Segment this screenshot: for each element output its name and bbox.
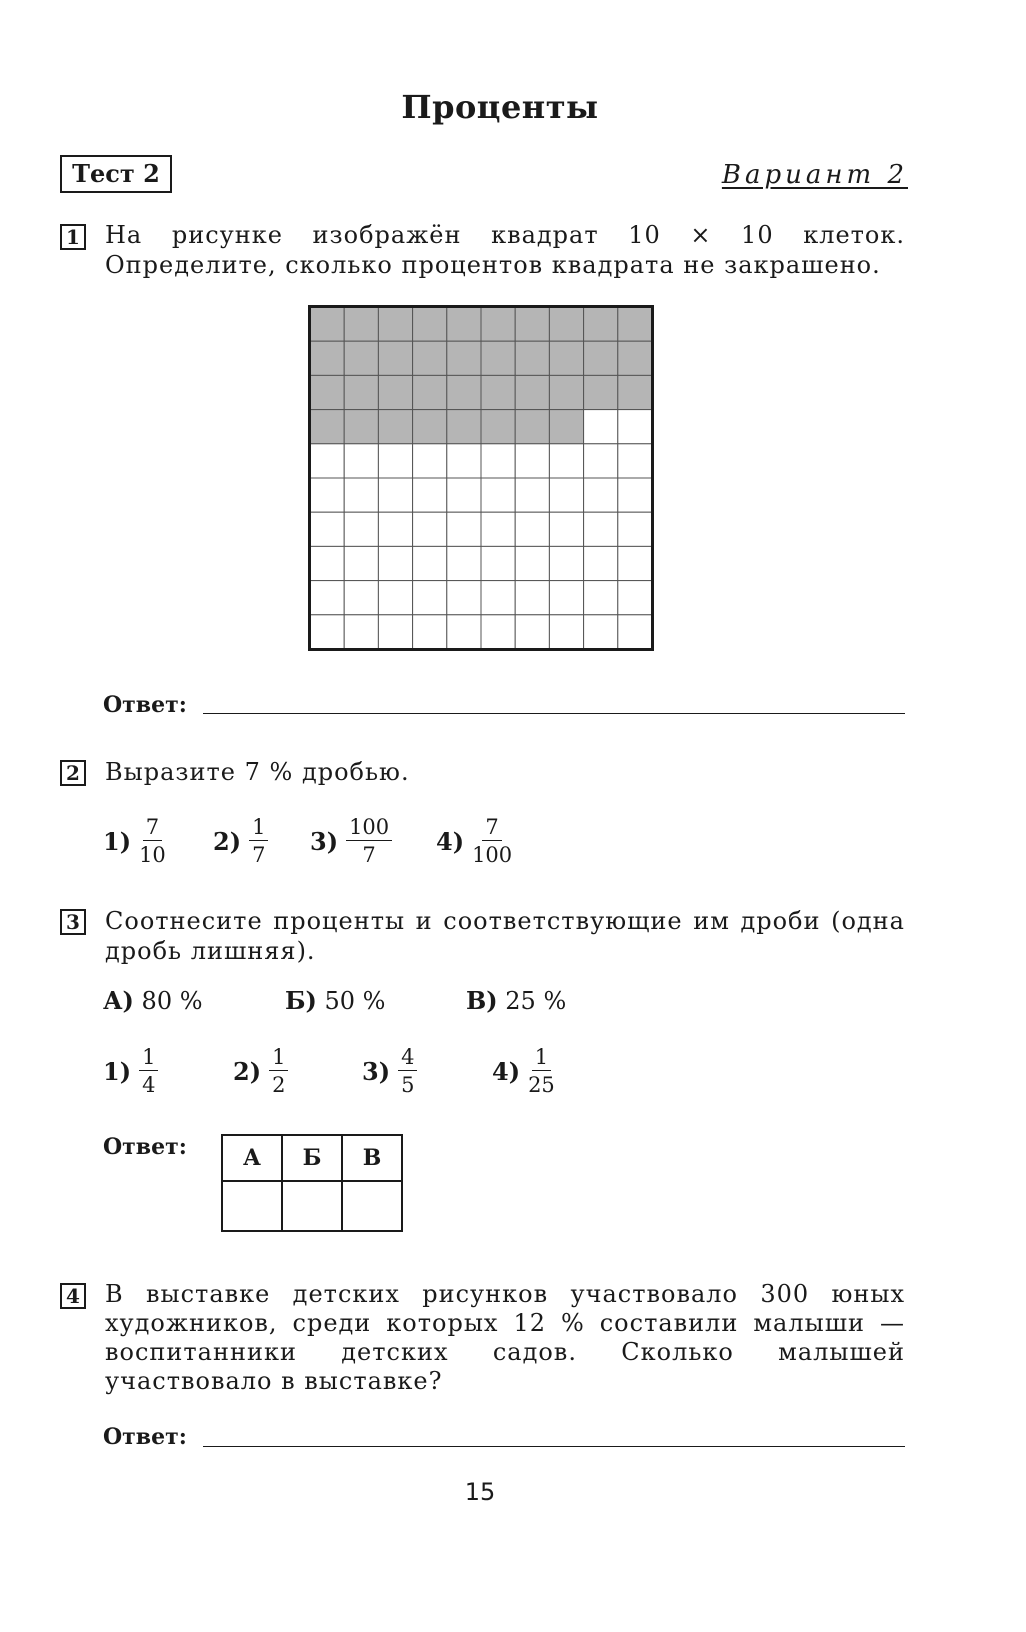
grid-cell-shaded bbox=[515, 410, 549, 444]
grid-cell bbox=[618, 444, 652, 478]
grid-cell bbox=[481, 444, 515, 478]
option-label: 1) bbox=[103, 1056, 132, 1086]
page-number: 15 bbox=[464, 1478, 496, 1506]
fraction: $\frac{1}{2}$ bbox=[269, 1046, 288, 1096]
grid-cell-shaded bbox=[515, 341, 549, 375]
q2-option-3[interactable] bbox=[310, 816, 392, 866]
fraction: $\frac{1}{7}$ bbox=[249, 816, 268, 866]
grid-cell bbox=[618, 478, 652, 512]
table-header-b: Б bbox=[282, 1135, 342, 1181]
grid-cell-shaded bbox=[378, 307, 412, 341]
answer-label: Ответ: bbox=[103, 1134, 187, 1160]
grid-cell bbox=[413, 478, 447, 512]
question-2-text: Выразите 7 % дробью. bbox=[105, 758, 410, 786]
grid-cell bbox=[481, 478, 515, 512]
grid-cell bbox=[584, 615, 618, 649]
grid-cell bbox=[481, 615, 515, 649]
grid-cell-shaded bbox=[549, 307, 583, 341]
grid-cell bbox=[310, 444, 344, 478]
q2-option-4[interactable] bbox=[436, 816, 512, 866]
grid-cell-shaded bbox=[549, 410, 583, 444]
grid-cell bbox=[413, 546, 447, 580]
fraction: $\frac{100}{7}$ bbox=[346, 816, 392, 866]
grid-cell bbox=[481, 512, 515, 546]
grid-cell-shaded bbox=[310, 307, 344, 341]
question-number: 1 bbox=[60, 224, 86, 250]
q2-option-2[interactable] bbox=[213, 816, 268, 866]
grid-cell-shaded bbox=[481, 375, 515, 409]
answer-label: Ответ: bbox=[103, 692, 187, 718]
grid-cell-shaded bbox=[584, 375, 618, 409]
grid-cell bbox=[515, 478, 549, 512]
percent-a: А) 80 % bbox=[103, 986, 203, 1015]
answer-cell-b[interactable] bbox=[282, 1181, 342, 1231]
table-header-v: В bbox=[342, 1135, 402, 1181]
grid-cell bbox=[515, 581, 549, 615]
grid-cell-shaded bbox=[310, 375, 344, 409]
grid-cell bbox=[344, 546, 378, 580]
option-label: 3) bbox=[310, 826, 339, 856]
fraction: $\frac{7}{10}$ bbox=[139, 815, 166, 867]
grid-cell bbox=[515, 546, 549, 580]
fraction: $\frac{1}{4}$ bbox=[139, 1046, 158, 1096]
percent-v: В) 25 % bbox=[466, 986, 567, 1015]
variant-label: Вариант 2 bbox=[721, 160, 908, 190]
grid-cell-shaded bbox=[481, 410, 515, 444]
answer-cell-v[interactable] bbox=[342, 1181, 402, 1231]
grid-cell bbox=[447, 512, 481, 546]
grid-cell bbox=[344, 615, 378, 649]
grid-cell bbox=[413, 512, 447, 546]
q2-option-1[interactable] bbox=[103, 816, 166, 866]
page-title: Проценты bbox=[401, 88, 599, 126]
fraction: $\frac{4}{5}$ bbox=[398, 1046, 417, 1096]
grid-cell bbox=[515, 615, 549, 649]
grid-cell bbox=[310, 615, 344, 649]
question-4-text: В выставке детских рисунков участвовало 300 юных художников, среди которых 12 % составили малыши — воспитанники детских садов. Сколько малышей участвовало в выставке? bbox=[105, 1280, 905, 1395]
grid-cell-shaded bbox=[447, 307, 481, 341]
grid-cell-shaded bbox=[344, 307, 378, 341]
grid-cell-shaded bbox=[515, 307, 549, 341]
grid-cell bbox=[549, 546, 583, 580]
percent-b: Б) 50 % bbox=[285, 986, 386, 1015]
grid-cell bbox=[378, 444, 412, 478]
grid-cell bbox=[584, 444, 618, 478]
grid-cell bbox=[481, 546, 515, 580]
answer-line-4[interactable] bbox=[203, 1446, 905, 1447]
grid-cell-shaded bbox=[378, 341, 412, 375]
grid-cell-shaded bbox=[447, 410, 481, 444]
question-number: 4 bbox=[60, 1283, 86, 1309]
grid-cell bbox=[584, 410, 618, 444]
grid-cell-shaded bbox=[344, 375, 378, 409]
grid-cell bbox=[618, 410, 652, 444]
option-label: 3) bbox=[362, 1056, 391, 1086]
q3-option-4 bbox=[492, 1046, 555, 1096]
grid-cell-shaded bbox=[584, 341, 618, 375]
grid-cell bbox=[618, 546, 652, 580]
grid-cell bbox=[378, 546, 412, 580]
grid-cell-shaded bbox=[515, 375, 549, 409]
grid-cell-shaded bbox=[378, 375, 412, 409]
grid-cell bbox=[515, 512, 549, 546]
grid-cell-shaded bbox=[310, 341, 344, 375]
grid-cell bbox=[378, 512, 412, 546]
option-label: 2) bbox=[233, 1056, 262, 1086]
grid-cell-shaded bbox=[618, 307, 652, 341]
grid-cell-shaded bbox=[618, 341, 652, 375]
grid-cell bbox=[584, 581, 618, 615]
option-label: 2) bbox=[213, 826, 242, 856]
grid-cell-shaded bbox=[481, 307, 515, 341]
grid-cell bbox=[549, 615, 583, 649]
test-label: Тест 2 bbox=[60, 155, 172, 193]
grid-cell-shaded bbox=[413, 341, 447, 375]
grid-cell-shaded bbox=[413, 375, 447, 409]
table-header-a: А bbox=[222, 1135, 282, 1181]
grid-cell bbox=[344, 512, 378, 546]
option-label: 1) bbox=[103, 826, 132, 856]
grid-cell bbox=[413, 581, 447, 615]
grid-cell bbox=[447, 444, 481, 478]
grid-cell bbox=[549, 512, 583, 546]
question-3-text: Соотнесите проценты и соответствующие им дроби (одна дробь лишняя). bbox=[105, 907, 905, 965]
grid-cell bbox=[378, 581, 412, 615]
grid-cell-shaded bbox=[618, 375, 652, 409]
grid-cell-shaded bbox=[549, 341, 583, 375]
grid-cell bbox=[413, 615, 447, 649]
grid-cell bbox=[310, 581, 344, 615]
grid-cell bbox=[378, 615, 412, 649]
grid-cell bbox=[549, 478, 583, 512]
grid-cell bbox=[584, 512, 618, 546]
grid-cell-shaded bbox=[378, 410, 412, 444]
grid-cell-shaded bbox=[413, 307, 447, 341]
grid-cell-shaded bbox=[344, 341, 378, 375]
fraction: $\frac{1}{25}$ bbox=[528, 1045, 555, 1097]
grid-cell bbox=[584, 478, 618, 512]
question-1-text: На рисунке изображён квадрат 10 × 10 клеток. Определите, сколько процентов квадрата не закрашено. bbox=[105, 221, 905, 279]
grid-cell-shaded bbox=[584, 307, 618, 341]
question-number: 3 bbox=[60, 909, 86, 935]
grid-cell bbox=[344, 444, 378, 478]
grid-cell bbox=[378, 478, 412, 512]
grid-cell bbox=[447, 581, 481, 615]
option-label: 4) bbox=[436, 826, 465, 856]
grid-cell-shaded bbox=[413, 410, 447, 444]
question-number: 2 bbox=[60, 760, 86, 786]
answer-label: Ответ: bbox=[103, 1424, 187, 1450]
grid-cell bbox=[618, 581, 652, 615]
grid-cell bbox=[310, 512, 344, 546]
q3-option-2 bbox=[233, 1046, 288, 1096]
answer-line-1[interactable] bbox=[203, 713, 905, 714]
grid-cell bbox=[584, 546, 618, 580]
grid-cell bbox=[515, 444, 549, 478]
grid-cell-shaded bbox=[447, 341, 481, 375]
grid-cell-shaded bbox=[447, 375, 481, 409]
q3-option-1 bbox=[103, 1046, 158, 1096]
grid-cell-shaded bbox=[549, 375, 583, 409]
grid-cell bbox=[344, 581, 378, 615]
square-grid bbox=[308, 305, 654, 651]
grid-cell bbox=[344, 478, 378, 512]
grid-cell bbox=[310, 478, 344, 512]
answer-cell-a[interactable] bbox=[222, 1181, 282, 1231]
grid-cell bbox=[310, 546, 344, 580]
grid-cell bbox=[549, 581, 583, 615]
grid-cell bbox=[447, 478, 481, 512]
grid-cell bbox=[481, 581, 515, 615]
grid-cell-shaded bbox=[481, 341, 515, 375]
grid-cell bbox=[447, 546, 481, 580]
grid-cell bbox=[447, 615, 481, 649]
option-label: 4) bbox=[492, 1056, 521, 1086]
grid-cell-shaded bbox=[310, 410, 344, 444]
grid-cell bbox=[618, 512, 652, 546]
grid-cell bbox=[413, 444, 447, 478]
fraction: $\frac{7}{100}$ bbox=[472, 815, 513, 867]
grid-cell bbox=[618, 615, 652, 649]
grid-cell bbox=[549, 444, 583, 478]
q3-option-3 bbox=[362, 1046, 417, 1096]
grid-cell-shaded bbox=[344, 410, 378, 444]
answer-table bbox=[221, 1134, 403, 1232]
